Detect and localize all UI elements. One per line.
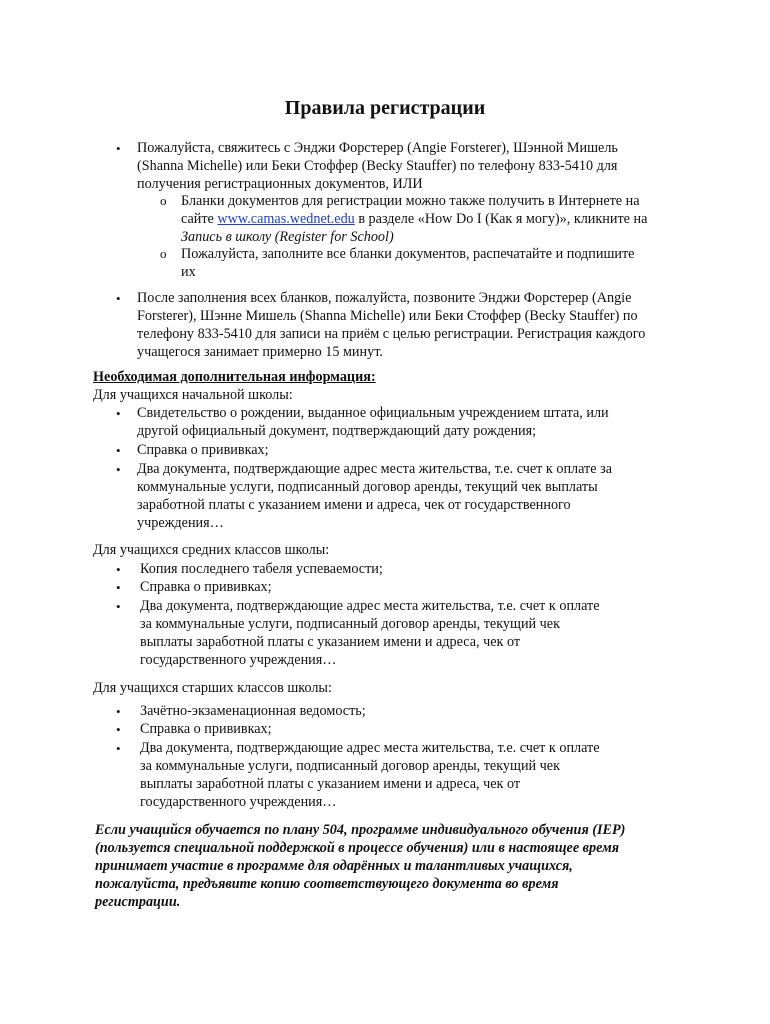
intro-1-line-2: (Shanna Michelle) или Беки Стоффер (Becky Stauffer) по телефону 833-5410 для <box>137 158 618 174</box>
intro-2-line-4: учащегося занимает примерно 15 минут. <box>137 344 383 360</box>
intro-1-sub-1-line-1: Бланки документов для регистрации можно также получить в Интернете на <box>181 193 640 209</box>
bullet-icon: • <box>116 722 121 737</box>
bullet-icon: • <box>116 406 121 421</box>
high-item-3-line-4: государственного учреждения… <box>140 794 337 810</box>
bullet-icon: • <box>116 580 121 595</box>
elementary-item-3-line-4: учреждения… <box>137 515 224 531</box>
extra-info-heading: Необходимая дополнительная информация: <box>93 369 376 385</box>
closing-note-line-1: Если учащийся обучается по плану 504, программе индивидуального обучения (IEP) <box>95 822 626 838</box>
intro-1-sub-1-line-2 <box>181 210 647 228</box>
bullet-icon: • <box>116 741 121 756</box>
elementary-item-2: Справка о прививках; <box>137 442 269 458</box>
high-item-3-line-1: Два документа, подтверждающие адрес места жительства, т.е. счет к оплате <box>140 740 600 756</box>
closing-note-line-4: пожалуйста, предъявите копию соответствующего документа во время <box>95 876 559 892</box>
text-prefix: сайте <box>181 211 218 227</box>
closing-note-line-5: регистрации. <box>95 894 181 910</box>
bullet-icon: • <box>116 562 121 577</box>
closing-note-line-2: (пользуется специальной поддержкой в процессе обучения) или в настоящее время <box>95 840 620 856</box>
website-link[interactable]: www.camas.wednet.edu <box>217 211 355 227</box>
text-suffix: в разделе «How Do I (Как я могу)», кликните на <box>354 211 648 227</box>
bullet-icon: • <box>116 443 121 458</box>
high-item-3-line-2: за коммунальные услуги, подписанный договор аренды, текущий чек <box>140 758 560 774</box>
intro-2-line-2: Forsterer), Шэнне Мишель (Shanna Michelle) или Беки Стоффер (Becky Stauffer) по <box>137 308 638 324</box>
middle-label: Для учащихся средних классов школы: <box>93 542 330 558</box>
elementary-item-1-line-2: другой официальный документ, подтверждающий дату рождения; <box>137 423 537 439</box>
high-item-3-line-3: выплаты заработной платы с указанием имени и адреса, чек от <box>140 776 521 792</box>
bullet-icon: • <box>116 141 121 156</box>
intro-1-line-3: получения регистрационных документов, ИЛИ <box>137 176 423 192</box>
elementary-item-1-line-1: Свидетельство о рождении, выданное официальным учреждением штата, или <box>137 405 609 421</box>
high-label: Для учащихся старших классов школы: <box>93 680 332 696</box>
intro-1-sub-2-line-2: их <box>181 264 196 280</box>
page-title: Правила регистрации <box>284 97 486 119</box>
elementary-label: Для учащихся начальной школы: <box>93 387 293 403</box>
closing-note-line-3: принимает участие в программе для одарённых и талантливых учащихся, <box>95 858 573 874</box>
intro-1-sub-2-line-1: Пожалуйста, заполните все бланки документов, распечатайте и подпишите <box>181 246 635 262</box>
bullet-icon: • <box>116 704 121 719</box>
bullet-icon: • <box>116 462 121 477</box>
intro-2-line-3: телефону 833-5410 для записи на приём с целью регистрации. Регистрация каждого <box>137 326 646 342</box>
sub-bullet-icon: o <box>160 246 167 261</box>
middle-item-2: Справка о прививках; <box>140 579 272 595</box>
intro-1-line-1: Пожалуйста, свяжитесь с Энджи Форстерер (Angie Forsterer), Шэнной Мишель <box>137 140 618 156</box>
middle-item-3-line-3: выплаты заработной платы с указанием имени и адреса, чек от <box>140 634 521 650</box>
elementary-item-3-line-2: коммунальные услуги, подписанный договор аренды, текущий чек выплаты <box>137 479 598 495</box>
middle-item-3-line-1: Два документа, подтверждающие адрес места жительства, т.е. счет к оплате <box>140 598 600 614</box>
intro-2-line-1: После заполнения всех бланков, пожалуйста, позвоните Энджи Форстерер (Angie <box>137 290 632 306</box>
middle-item-3-line-4: государственного учреждения… <box>140 652 337 668</box>
elementary-item-3-line-3: заработной платы с указанием имени и адреса, чек от государственного <box>137 497 571 513</box>
bullet-icon: • <box>116 599 121 614</box>
register-for-school-text: Запись в школу (Register for School) <box>181 229 394 245</box>
sub-bullet-icon: o <box>160 193 167 208</box>
high-item-2: Справка о прививках; <box>140 721 272 737</box>
middle-item-1: Копия последнего табеля успеваемости; <box>140 561 383 577</box>
high-item-1: Зачётно-экзаменационная ведомость; <box>140 703 366 719</box>
middle-item-3-line-2: за коммунальные услуги, подписанный договор аренды, текущий чек <box>140 616 560 632</box>
bullet-icon: • <box>116 291 121 306</box>
elementary-item-3-line-1: Два документа, подтверждающие адрес места жительства, т.е. счет к оплате за <box>137 461 612 477</box>
